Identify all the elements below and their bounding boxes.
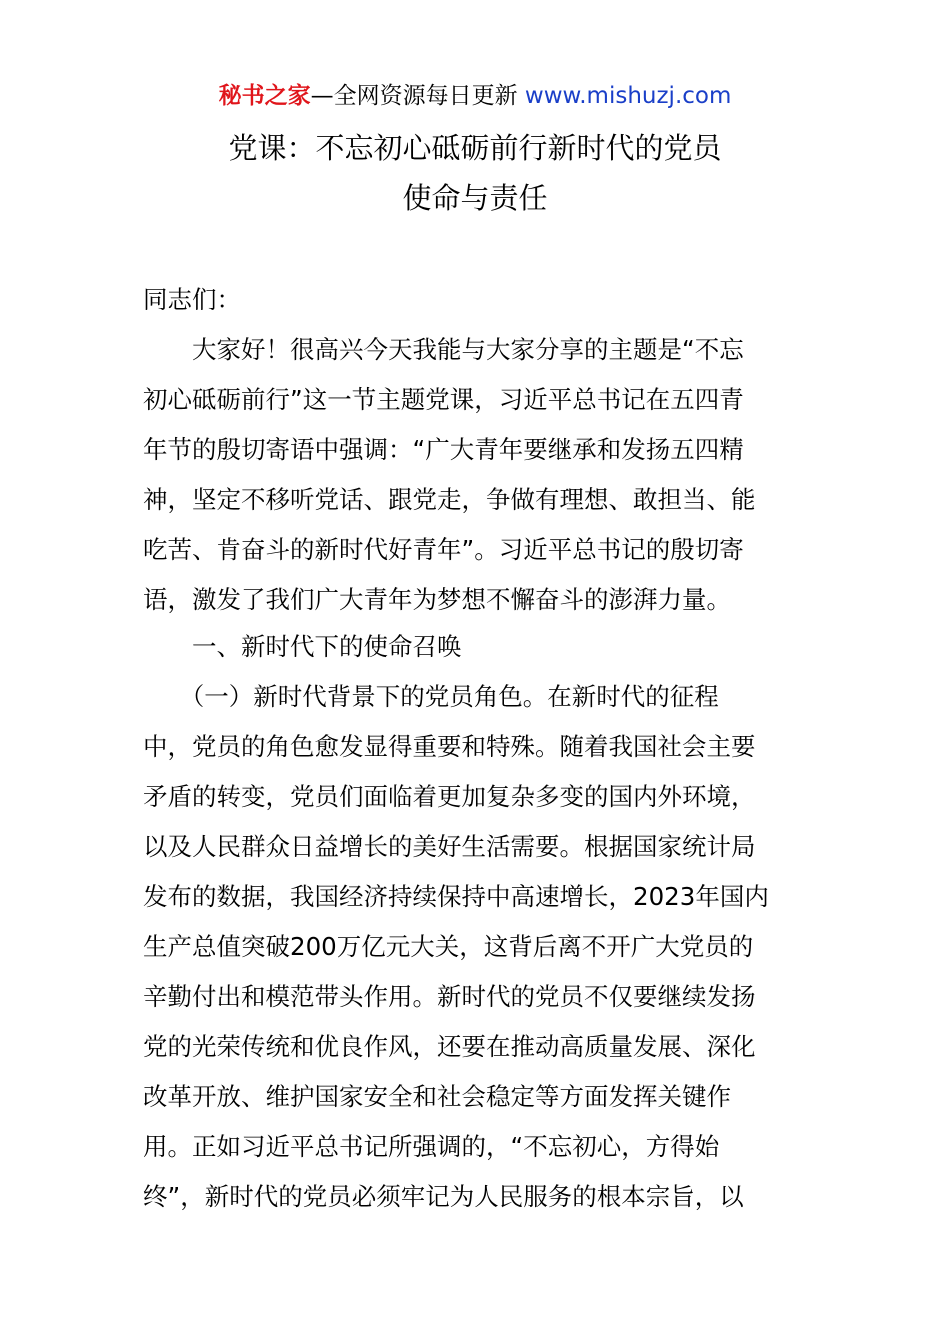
salutation-line: 同志们： bbox=[143, 285, 241, 314]
body-line: 党的光荣传统和优良作风，还要在推动高质量发展、深化 bbox=[143, 1032, 756, 1061]
body-line: 年节的殷切寄语中强调：“广大青年要继承和发扬五四精 bbox=[143, 435, 744, 464]
body-line: 用。正如习近平总书记所强调的，“不忘初心，方得始 bbox=[143, 1132, 720, 1161]
header-tagline: —全网资源每日更新 bbox=[310, 83, 525, 109]
document-title-line-2: 使命与责任 bbox=[402, 181, 548, 215]
body-line: 初心砥砺前行”这一节主题党课，习近平总书记在五四青 bbox=[143, 385, 744, 414]
body-line: 改革开放、维护国家安全和社会稳定等方面发挥关键作 bbox=[143, 1082, 731, 1111]
body-line: 矛盾的转变，党员们面临着更加复杂多变的国内外环境， bbox=[143, 782, 756, 811]
body-line: 发布的数据，我国经济持续保持中高速增长，2023年国内 bbox=[143, 882, 769, 911]
body-line: 生产总值突破200万亿元大关，这背后离不开广大党员的 bbox=[143, 932, 754, 961]
body-line: 中，党员的角色愈发显得重要和特殊。随着我国社会主要 bbox=[143, 732, 756, 761]
body-line: 大家好！很高兴今天我能与大家分享的主题是“不忘 bbox=[143, 335, 744, 364]
body-line: 语，激发了我们广大青年为梦想不懈奋斗的澎湃力量。 bbox=[143, 585, 731, 614]
body-line: 以及人民群众日益增长的美好生活需要。根据国家统计局 bbox=[143, 832, 756, 861]
body-line: 终”，新时代的党员必须牢记为人民服务的根本宗旨，以 bbox=[143, 1182, 744, 1211]
brand-name: 秘书之家 bbox=[218, 83, 311, 109]
body-line: 辛勤付出和模范带头作用。新时代的党员不仅要继续发扬 bbox=[143, 982, 756, 1011]
site-header bbox=[0, 80, 950, 112]
section-heading: 一、新时代下的使命召唤 bbox=[143, 632, 462, 661]
body-line: 神，坚定不移听党话、跟党走，争做有理想、敢担当、能 bbox=[143, 485, 756, 514]
body-line: （一）新时代背景下的党员角色。在新时代的征程 bbox=[143, 682, 719, 711]
body-line: 吃苦、肯奋斗的新时代好青年”。习近平总书记的殷切寄 bbox=[143, 535, 744, 564]
document-title-line-1: 党课：不忘初心砥砺前行新时代的党员 bbox=[228, 131, 722, 165]
site-url-link[interactable]: www.mishuzj.com bbox=[524, 83, 732, 109]
